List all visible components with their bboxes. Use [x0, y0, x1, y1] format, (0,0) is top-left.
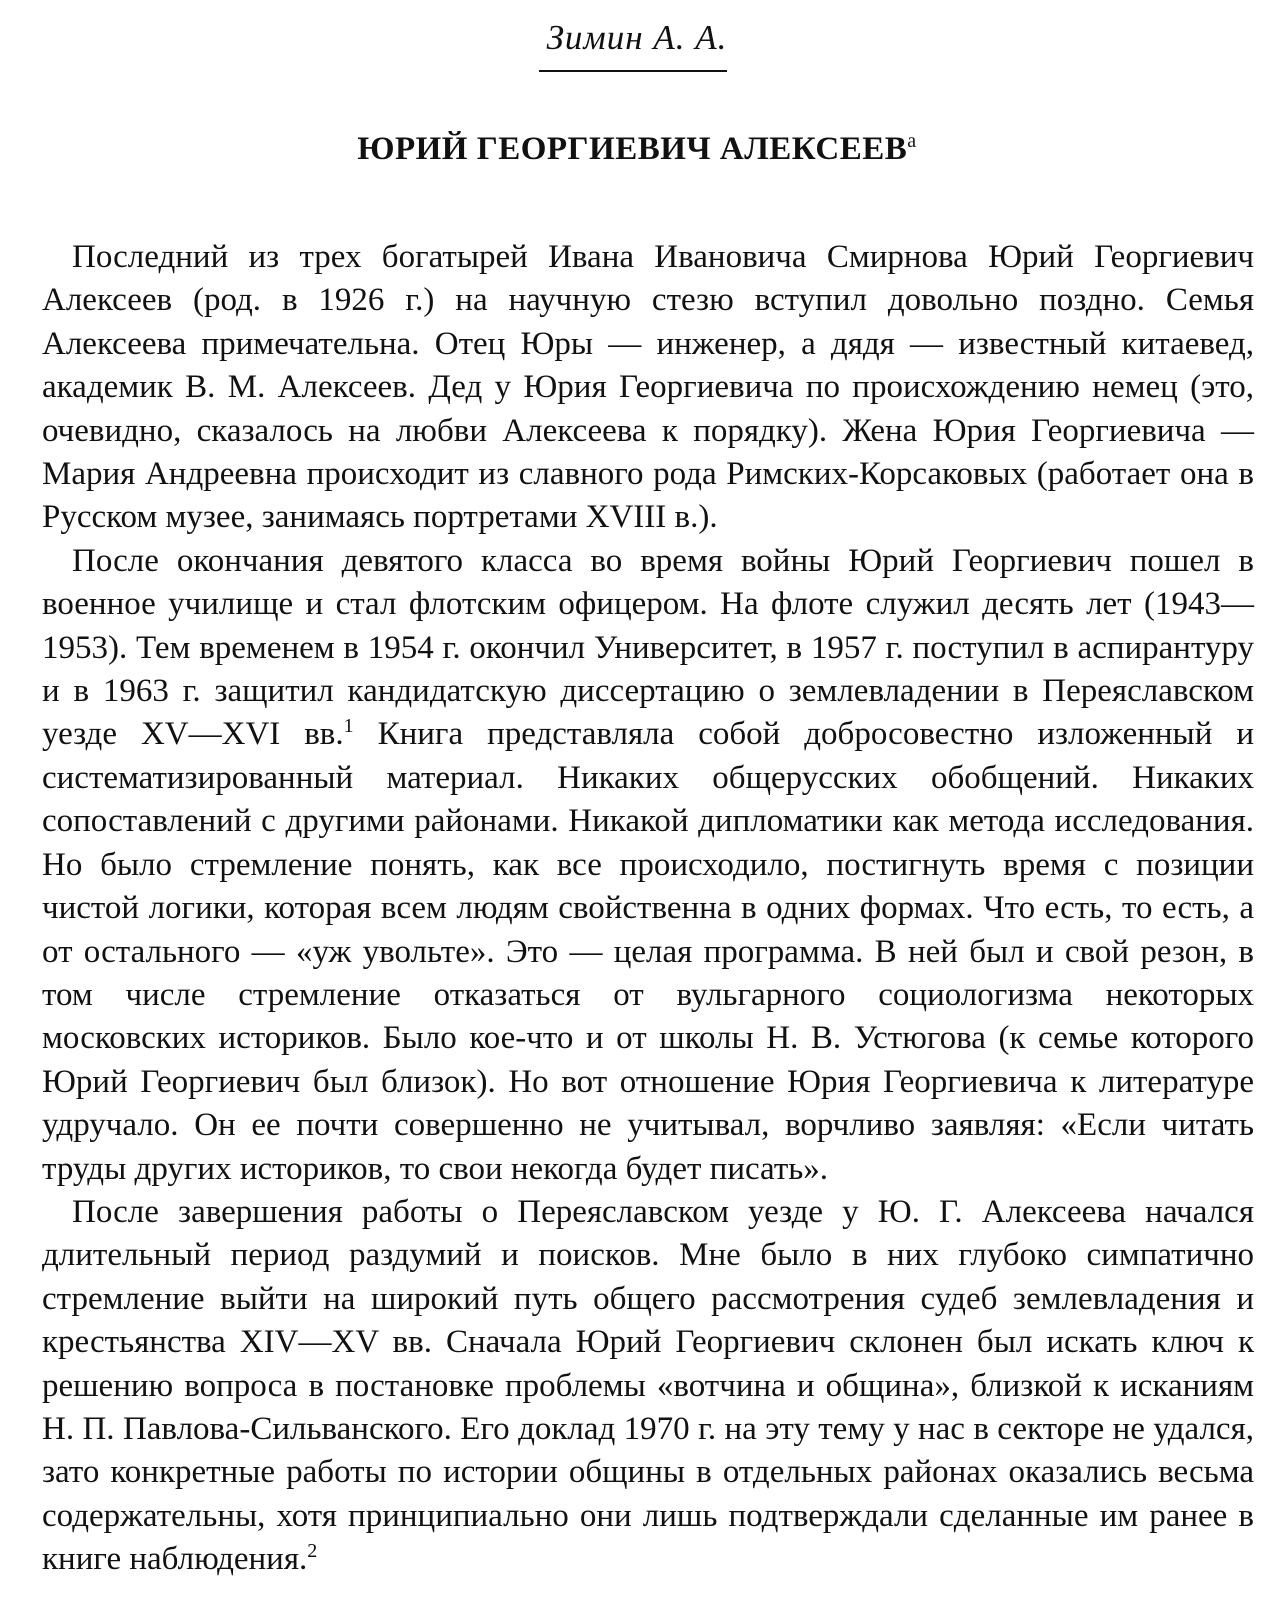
- running-head-author: Зимин А. А.: [546, 18, 728, 57]
- paragraph-1: [42, 236, 1254, 540]
- paragraph-1-text: Последний из трех богатырей Ивана Ивановича Смирнова Юрий Георгиевич Алексеев (род. в 1926 г.) на научную стезю вступил довольно поздно. Семья Алексеева примечательна. Отец Юры — инженер, а дядя — известный китаевед, академик В. М. Алексеев. Дед у Юрия Георгиевича по происхождению немец (это, очевидно, сказалось на любви Алексеева к порядку). Жена Юрия Георгиевича — Мария Андреевна происходит из славного рода Римских-Корсаковых (работает она в Русском музее, занимаясь портретами XVIII в.).: [42, 239, 1254, 536]
- footnote-ref-1: 1: [343, 715, 354, 738]
- article-body: [42, 236, 1254, 1582]
- paragraph-3-text: После завершения работы о Переяславском уезде у Ю. Г. Алексеева начался длительный период раздумий и поисков. Мне было в них глубоко симпатично стремление выйти на широкий путь общего рассмотрения судеб землевладения и крестьянства XIV—XV вв. Сначала Юрий Георгиевич склонен был искать ключ к решению вопроса в постановке проблемы «вотчина и община», близкой к исканиям Н. П. Павлова-Сильванского. Его доклад 1970 г. на эту тему у нас в секторе не удался, зато конкретные работы по истории общины в отдельных районах оказались весьма содержательны, хотя принципиально они лишь подтверждали сделанные им ранее в книге наблюдения.: [42, 1193, 1254, 1578]
- footnote-ref-2: 2: [307, 1540, 318, 1563]
- chapter-title: [0, 130, 1274, 168]
- title-note-mark: а: [907, 130, 917, 152]
- paragraph-2-text-a: После окончания девятого класса во время войны Юрий Георгиевич пошел в военное училище и стал флотским офицером. На флоте служил десять лет (1943—1953). Тем временем в 1954 г. окончил Университет, в 1957 г. поступил в аспирантуру и в 1963 г. защитил кандидатскую диссертацию о землевладении в Переяславском уезде XV—XVI вв.: [42, 542, 1254, 753]
- paragraph-2-text-b: Книга представляла собой добросовестно изложенный и систематизированный материал. Никаких общерусских обобщений. Никаких сопоставлений с другими районами. Никакой дипломатики как метода исследования. Но было стремление понять, как все происходило, постигнуть время с позиции чистой логики, которая всем людям свойственна в одних формах. Что есть, то есть, а от остального — «уж увольте». Это — целая программа. В ней был и свой резон, в том числе стремление отказаться от вульгарного социологизма некоторых московских историков. Было кое-что и от школы Н. В. Устюгова (к семье которого Юрий Георгиевич был близок). Но вот отношение Юрия Георгиевича к литературе удручало. Он ее почти совершенно не учитывал, ворчливо заявляя: «Если читать труды других историков, то свои некогда будет писать».: [42, 716, 1254, 1187]
- paragraph-2: [42, 540, 1254, 1191]
- paragraph-3: [42, 1191, 1254, 1582]
- header-rule: [539, 70, 727, 72]
- chapter-title-text: ЮРИЙ ГЕОРГИЕВИЧ АЛЕКСЕЕВ: [357, 131, 908, 167]
